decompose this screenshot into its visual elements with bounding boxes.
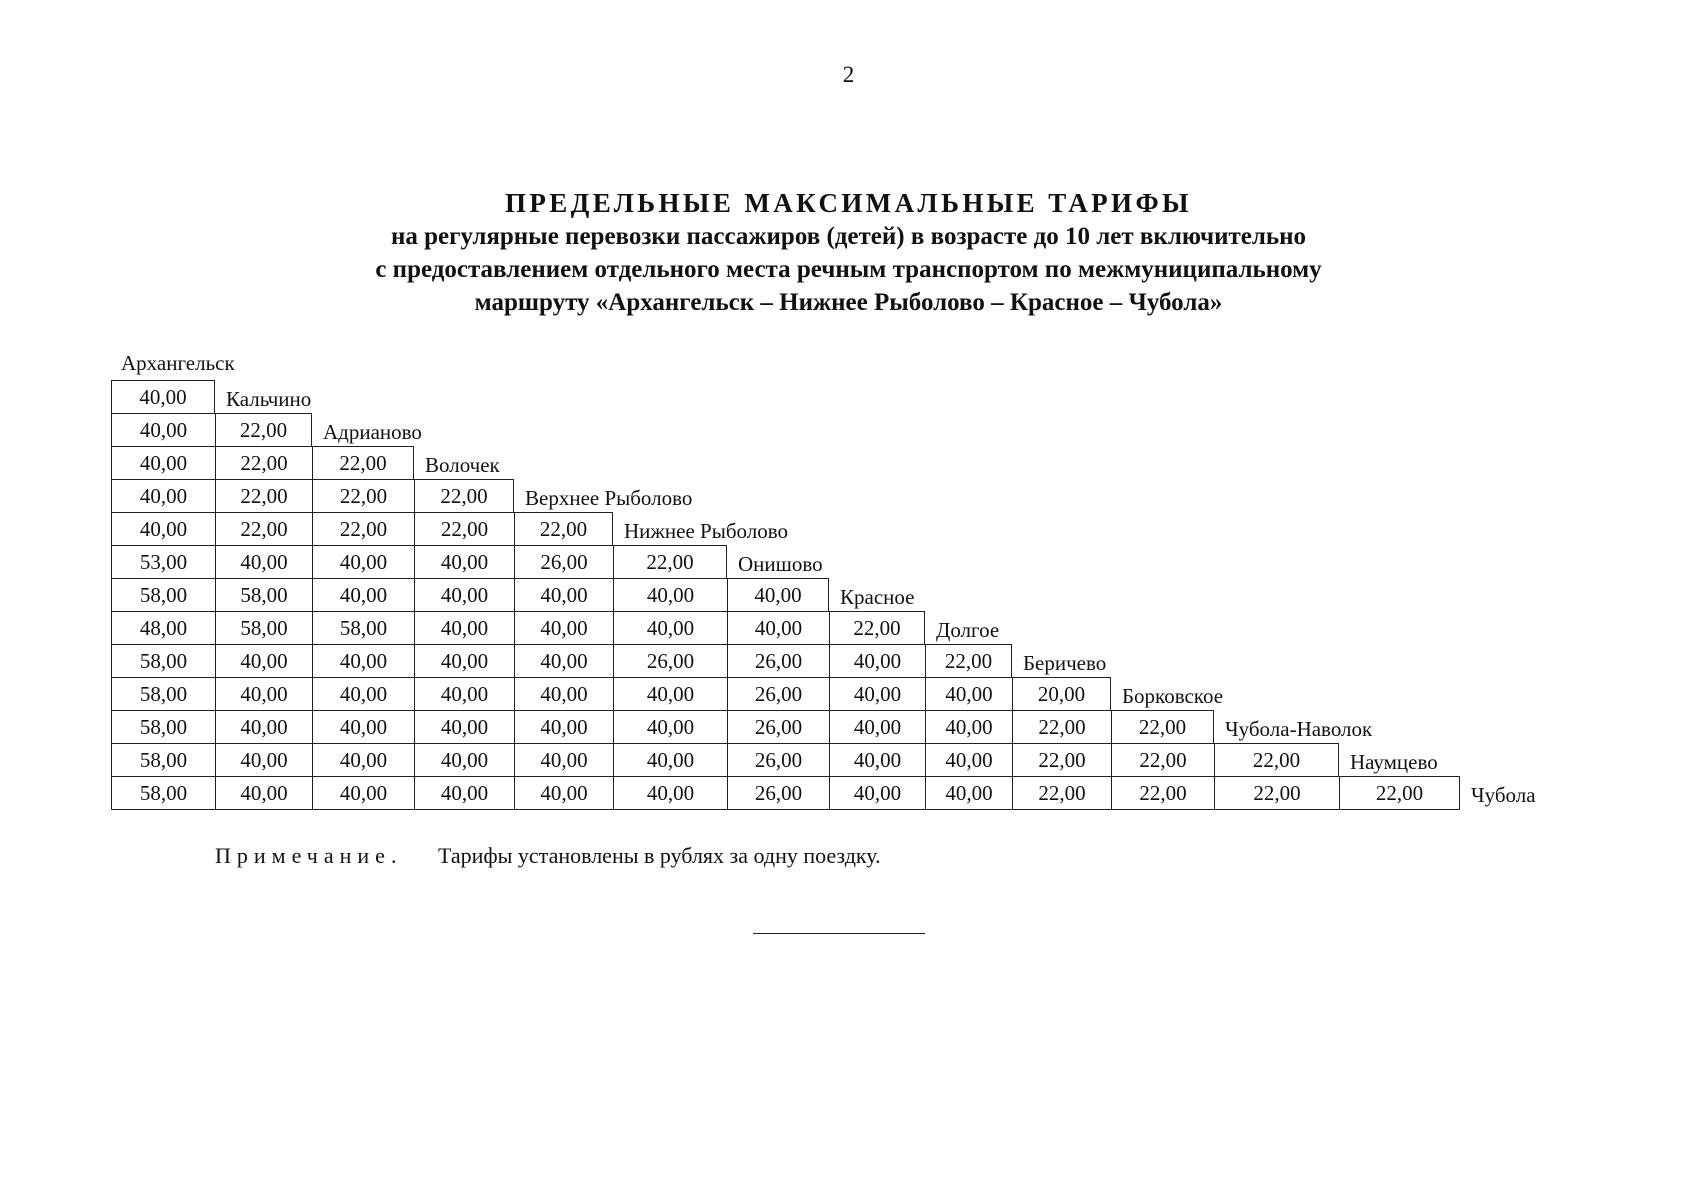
fare-cell: 22,00 — [312, 512, 414, 545]
fare-cell: 40,00 — [312, 710, 414, 743]
footnote-text: Тарифы установлены в рублях за одну поездку. — [437, 843, 881, 868]
fare-cell: 40,00 — [312, 677, 414, 710]
fare-cell: 40,00 — [613, 611, 727, 644]
station-label: Беричево — [1023, 651, 1107, 675]
fare-cell: 40,00 — [514, 611, 613, 644]
fare-cell: 40,00 — [414, 710, 514, 743]
title-subtitle-line-1: на регулярные перевозки пассажиров (детей) в возрасте до 10 лет включительно — [390, 223, 1307, 250]
fare-cell: 40,00 — [613, 710, 727, 743]
fare-cell: 22,00 — [925, 644, 1012, 677]
fare-cell: 53,00 — [111, 545, 215, 578]
fare-cell: 26,00 — [727, 677, 829, 710]
fare-cell: 58,00 — [111, 578, 215, 611]
fare-cell: 40,00 — [514, 776, 613, 810]
fare-cell: 40,00 — [514, 743, 613, 776]
fare-cell: 40,00 — [414, 644, 514, 677]
fare-cell: 40,00 — [414, 743, 514, 776]
station-label: Борковское — [1122, 684, 1224, 708]
fare-cell: 26,00 — [514, 545, 613, 578]
fare-cell: 40,00 — [215, 743, 312, 776]
fare-cell: 40,00 — [215, 710, 312, 743]
fare-cell: 26,00 — [727, 710, 829, 743]
fare-cell: 58,00 — [111, 710, 215, 743]
footnote — [215, 843, 881, 869]
fare-cell: 26,00 — [727, 644, 829, 677]
fare-cell: 22,00 — [1012, 743, 1111, 776]
fare-cell: 26,00 — [727, 776, 829, 810]
station-label: Наумцево — [1350, 750, 1438, 774]
fare-cell: 22,00 — [1012, 710, 1111, 743]
fare-cell: 40,00 — [925, 677, 1012, 710]
fare-cell: 22,00 — [312, 479, 414, 512]
fare-cell: 58,00 — [215, 611, 312, 644]
title-subtitle-line-3: маршруту «Архангельск – Нижнее Рыболово – Красное – Чубола» — [474, 289, 1223, 316]
fare-cell: 40,00 — [414, 545, 514, 578]
station-label: Архангельск — [121, 351, 235, 375]
fare-cell: 22,00 — [414, 479, 514, 512]
fare-cell: 22,00 — [215, 512, 312, 545]
station-label: Чубола-Наволок — [1225, 717, 1373, 741]
station-label: Нижнее Рыболово — [624, 519, 788, 543]
fare-cell: 22,00 — [215, 413, 312, 446]
fare-cell: 40,00 — [514, 578, 613, 611]
fare-cell: 40,00 — [514, 644, 613, 677]
fare-cell: 40,00 — [613, 578, 727, 611]
fare-cell: 22,00 — [312, 446, 414, 479]
fare-cell: 40,00 — [829, 710, 925, 743]
fare-cell: 22,00 — [613, 545, 727, 578]
fare-cell: 40,00 — [414, 578, 514, 611]
fare-cell: 40,00 — [613, 677, 727, 710]
fare-cell: 20,00 — [1012, 677, 1111, 710]
fare-cell: 40,00 — [829, 677, 925, 710]
title-heading: ПРЕДЕЛЬНЫЕ МАКСИМАЛЬНЫЕ ТАРИФЫ — [505, 188, 1192, 218]
fare-cell: 40,00 — [312, 578, 414, 611]
fare-cell: 40,00 — [727, 611, 829, 644]
fare-cell: 40,00 — [514, 677, 613, 710]
station-label: Волочек — [425, 453, 500, 477]
fare-cell: 22,00 — [1214, 776, 1339, 810]
fare-cell: 58,00 — [111, 776, 215, 810]
title-subtitle-line-2: с предоставлением отдельного места речным транспортом по межмуниципальному — [375, 256, 1322, 283]
fare-cell: 40,00 — [829, 644, 925, 677]
fare-cell: 40,00 — [514, 710, 613, 743]
fare-cell: 26,00 — [613, 644, 727, 677]
fare-cell: 58,00 — [111, 743, 215, 776]
fare-cell: 22,00 — [215, 446, 312, 479]
fare-cell: 40,00 — [312, 743, 414, 776]
fare-cell: 40,00 — [829, 743, 925, 776]
station-label: Чубола — [1471, 783, 1536, 807]
fare-cell: 40,00 — [414, 776, 514, 810]
fare-cell: 40,00 — [111, 512, 215, 545]
fare-cell: 22,00 — [1214, 743, 1339, 776]
fare-cell: 58,00 — [312, 611, 414, 644]
fare-cell: 58,00 — [111, 677, 215, 710]
fare-cell: 40,00 — [414, 677, 514, 710]
fare-cell: 40,00 — [111, 479, 215, 512]
fare-cell: 40,00 — [215, 644, 312, 677]
fare-cell: 22,00 — [414, 512, 514, 545]
fare-cell: 22,00 — [1339, 776, 1460, 810]
station-label: Адрианово — [323, 420, 422, 444]
station-label: Верхнее Рыболово — [525, 486, 693, 510]
fare-cell: 40,00 — [312, 776, 414, 810]
fare-cell: 22,00 — [514, 512, 613, 545]
fare-cell: 22,00 — [1111, 710, 1214, 743]
fare-cell: 40,00 — [312, 545, 414, 578]
station-label: Онишово — [738, 552, 823, 576]
fare-cell: 40,00 — [111, 413, 215, 446]
end-divider — [753, 933, 925, 934]
fare-cell: 40,00 — [829, 776, 925, 810]
fare-cell: 40,00 — [613, 776, 727, 810]
fare-cell: 40,00 — [925, 710, 1012, 743]
fare-cell: 40,00 — [215, 545, 312, 578]
fare-cell: 58,00 — [111, 644, 215, 677]
fare-cell: 40,00 — [312, 644, 414, 677]
fare-cell: 22,00 — [829, 611, 925, 644]
fare-cell: 40,00 — [727, 578, 829, 611]
page-number: 2 — [842, 62, 855, 87]
fare-cell: 40,00 — [215, 677, 312, 710]
station-label: Долгое — [936, 618, 1000, 642]
fare-cell: 40,00 — [925, 743, 1012, 776]
fare-cell: 40,00 — [215, 776, 312, 810]
fare-cell: 40,00 — [925, 776, 1012, 810]
fare-cell: 22,00 — [1012, 776, 1111, 810]
fare-cell: 26,00 — [727, 743, 829, 776]
fare-cell: 22,00 — [1111, 743, 1214, 776]
fare-cell: 40,00 — [613, 743, 727, 776]
fare-cell: 22,00 — [1111, 776, 1214, 810]
footnote-label: Примечание. — [215, 843, 403, 868]
fare-cell: 22,00 — [215, 479, 312, 512]
fare-cell: 40,00 — [111, 380, 215, 413]
fare-cell: 40,00 — [414, 611, 514, 644]
fare-cell: 40,00 — [111, 446, 215, 479]
document-title — [0, 186, 1697, 319]
fare-cell: 58,00 — [215, 578, 312, 611]
fare-cell: 48,00 — [111, 611, 215, 644]
station-label: Красное — [840, 585, 915, 609]
station-label: Кальчино — [226, 387, 312, 411]
